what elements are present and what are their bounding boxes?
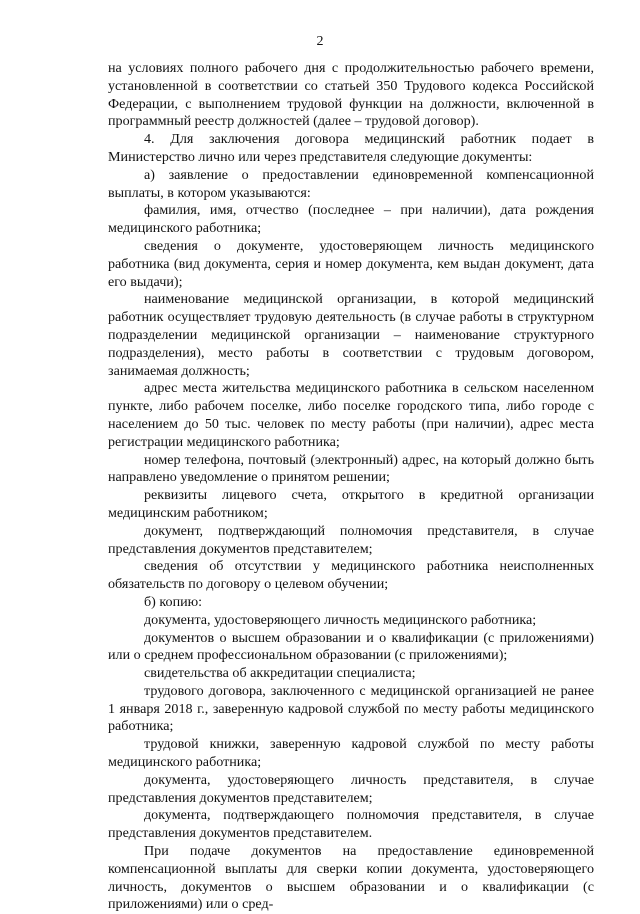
- paragraph-residence-address: адрес места жительства медицинского работника в сельском населенном пункте, либо рабочем поселке, либо поселке городского типа, либо городе с населением до 50 тыс. человек по месту работы (при наличии), адрес места регистрации медицинского работника;: [108, 380, 594, 450]
- paragraph-subitem-a: а) заявление о предоставлении единовременной компенсационной выплаты, в котором указываются:: [108, 166, 594, 201]
- paragraph-document-verification: При подаче документов на предоставление единовременной компенсационной выплаты для сверки копии документа, удостоверяющего личность, документов о высшем образовании и о квалификации (с приложениями) или о сред-: [108, 843, 594, 913]
- paragraph-contact-details: номер телефона, почтовый (электронный) адрес, на который должно быть направлено уведомление о принятом решении;: [108, 451, 594, 486]
- paragraph-bank-account: реквизиты лицевого счета, открытого в кредитной организации медицинским работником;: [108, 487, 594, 521]
- paragraph-copy-employment-contract: трудового договора, заключенного с медицинской организацией не ранее 1 января 2018 г., заверенную кадровой службой по месту работы медицинского работника;: [108, 682, 594, 735]
- paragraph-subitem-b: б) копию:: [144, 593, 203, 610]
- paragraph-copy-representative-authority: документа, подтверждающего полномочия представителя, в случае представления документов представителем.: [108, 807, 594, 842]
- paragraph-item-4: 4. Для заключения договора медицинский работник подает в Министерство лично или через представителя следующие документы:: [108, 131, 594, 165]
- paragraph-continuation: на условиях полного рабочего дня с продолжительностью рабочего времени, установленной в соответствии со статьей 350 Трудового кодекса Российской Федерации, с выполнением трудовой функции на должности, включенной в программный реестр должностей (далее – трудовой договор).: [108, 60, 594, 130]
- paragraph-copy-representative-id: документа, удостоверяющего личность представителя, в случае представления документов представителем;: [108, 771, 594, 806]
- page-number: 2: [316, 34, 324, 49]
- document-body: [108, 60, 594, 914]
- paragraph-organization-name: наименование медицинской организации, в которой медицинский работник осуществляет трудовую деятельность (в случае работы в структурном подразделении медицинской организации – наименование структурного подразделения), место работы в соответствии с трудовым договором, занимаемая должность;: [108, 291, 594, 379]
- paragraph-copy-education: документов о высшем образовании и о квалификации (с приложениями) или о среднем профессиональном образовании (с приложениями);: [108, 629, 594, 664]
- paragraph-copy-work-book: трудовой книжки, заверенную кадровой службой по месту работы медицинского работника;: [108, 736, 594, 771]
- paragraph-identity-document: сведения о документе, удостоверяющем личность медицинского работника (вид документа, серия и номер документа, кем выдан документ, дата его выдачи);: [108, 237, 594, 290]
- paragraph-no-obligations: сведения об отсутствии у медицинского работника неисполненных обязательств по договору о целевом обучении;: [108, 558, 594, 593]
- paragraph-copy-identity: документа, удостоверяющего личность медицинского работника;: [144, 611, 537, 628]
- paragraph-full-name: фамилия, имя, отчество (последнее – при наличии), дата рождения медицинского работника;: [108, 202, 594, 237]
- paragraph-power-of-attorney: документ, подтверждающий полномочия представителя, в случае представления документов представителем;: [108, 522, 594, 557]
- paragraph-copy-accreditation: свидетельства об аккредитации специалиста;: [144, 665, 416, 682]
